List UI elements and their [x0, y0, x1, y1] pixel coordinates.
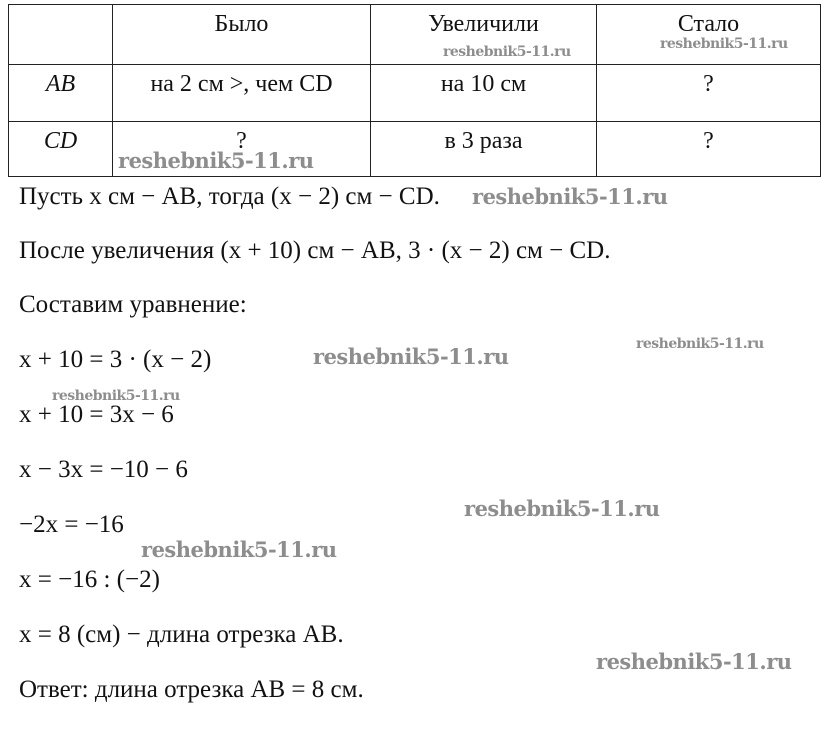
equation-step-5: x = −16 : (−2)	[19, 566, 160, 593]
answer-line: Ответ: длина отрезка AB = 8 см.	[19, 676, 364, 703]
watermark: reshebnik5-11.ru	[464, 496, 660, 521]
table-cell-after: ?	[597, 65, 821, 122]
equation-step-4: −2x = −16	[19, 511, 124, 538]
watermark: reshebnik5-11.ru	[596, 649, 792, 674]
table-cell-before: на 2 см >, чем CD	[113, 65, 371, 122]
table-row	[9, 65, 821, 122]
watermark: reshebnik5-11.ru	[660, 36, 788, 52]
table-cell-increase: в 3 раза	[371, 122, 597, 177]
table-row-label: CD	[9, 122, 113, 177]
watermark: reshebnik5-11.ru	[636, 336, 764, 352]
solution-after-increase-line: После увеличения (x + 10) см − AB, 3 · (x − 2) см − CD.	[19, 237, 611, 264]
solution-let-line: Пусть x см − AB, тогда (x − 2) см − CD.	[19, 183, 440, 210]
table-header-increase: Увеличили	[371, 5, 597, 65]
watermark: reshebnik5-11.ru	[472, 184, 668, 209]
table-cell-before: ?	[113, 122, 371, 177]
table-cell-increase: на 10 см	[371, 65, 597, 122]
table-header-before: Было	[113, 5, 371, 65]
table-header-after: Стало	[597, 5, 821, 65]
watermark: reshebnik5-11.ru	[443, 44, 571, 60]
equation-step-6: x = 8 (см) − длина отрезка AB.	[19, 621, 344, 648]
watermark: reshebnik5-11.ru	[141, 537, 337, 562]
table-row-label: AB	[9, 65, 113, 122]
solution-compose-line: Составим уравнение:	[19, 291, 247, 318]
equation-step-3: x − 3x = −10 − 6	[19, 456, 188, 483]
table-header-row	[9, 5, 821, 65]
watermark: reshebnik5-11.ru	[52, 388, 180, 404]
equation-step-2: x + 10 = 3x − 6	[19, 401, 174, 428]
equation-step-1: x + 10 = 3 · (x − 2)	[19, 346, 212, 373]
table-header-empty	[9, 5, 113, 65]
watermark: reshebnik5-11.ru	[118, 148, 314, 173]
watermark: reshebnik5-11.ru	[313, 344, 509, 369]
table-cell-after: ?	[597, 122, 821, 177]
